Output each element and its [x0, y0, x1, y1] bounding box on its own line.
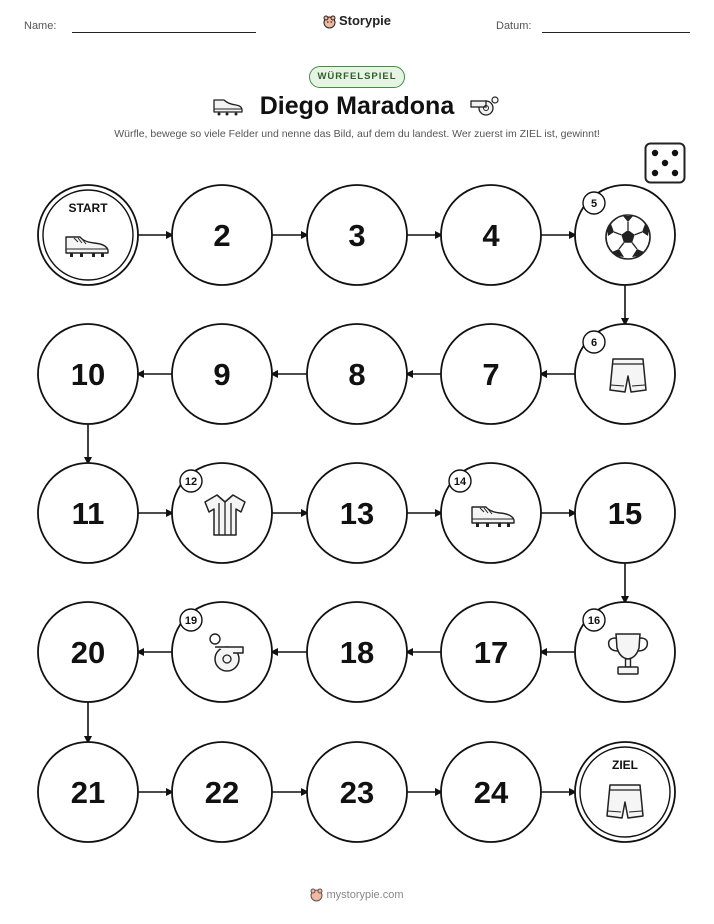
goal-label: ZIEL [612, 758, 638, 772]
footer-url: mystorypie.com [326, 888, 404, 901]
board-field-2[interactable] [172, 185, 272, 285]
field-number: 21 [70, 775, 106, 810]
brand-name: Storypie [338, 13, 391, 28]
instructions: Würfle, bewege so viele Felder und nenne das Bild, auf dem du landest. Wer zuerst im ZIEL ist, gewinnt! [114, 128, 600, 140]
board-field-7[interactable] [441, 324, 541, 424]
game-type-badge: WÜRFELSPIEL [309, 66, 405, 88]
field-number: 13 [339, 496, 375, 531]
field-number: 8 [348, 357, 366, 392]
board-field-3[interactable] [307, 185, 407, 285]
board-field-17[interactable] [441, 602, 541, 702]
board-field-11[interactable] [38, 463, 138, 563]
board-field-12[interactable] [172, 463, 272, 563]
field-number: 4 [482, 218, 500, 253]
start-label: START [68, 201, 108, 215]
field-number: 12 [184, 476, 198, 488]
board-field-19[interactable] [172, 602, 272, 702]
board-field-20[interactable] [38, 602, 138, 702]
field-number: 11 [71, 496, 105, 531]
field-number: 6 [590, 337, 598, 349]
board-field-6[interactable] [575, 324, 675, 424]
footer [0, 888, 714, 902]
field-number: 16 [587, 615, 601, 627]
board-field-9[interactable] [172, 324, 272, 424]
goal-field[interactable] [575, 742, 675, 842]
field-number: 9 [213, 357, 231, 392]
board-field-10[interactable] [38, 324, 138, 424]
field-number: 20 [70, 635, 106, 670]
storypie-logo-icon [310, 888, 323, 902]
board-field-16[interactable] [575, 602, 675, 702]
field-number: 18 [339, 635, 375, 670]
field-number: 5 [590, 198, 598, 210]
start-field[interactable] [38, 185, 138, 285]
board-field-15[interactable] [575, 463, 675, 563]
board-field-24[interactable] [441, 742, 541, 842]
board-field-4[interactable] [441, 185, 541, 285]
field-number: 19 [184, 615, 198, 627]
board-field-18[interactable] [307, 602, 407, 702]
board-field-23[interactable] [307, 742, 407, 842]
field-number: 24 [473, 775, 509, 810]
field-number: 2 [213, 218, 231, 253]
field-number: 10 [70, 357, 106, 392]
field-number: 17 [473, 635, 509, 670]
board-field-22[interactable] [172, 742, 272, 842]
field-number: 15 [607, 496, 643, 531]
field-number: 3 [348, 218, 366, 253]
board-field-5[interactable] [575, 185, 675, 285]
name-label: Name: [24, 20, 57, 32]
soccer-ball-icon [606, 215, 650, 259]
board-field-13[interactable] [307, 463, 407, 563]
date-label: Datum: [496, 20, 532, 32]
field-number: 23 [339, 775, 375, 810]
board-field-14[interactable] [441, 463, 541, 563]
field-number: 7 [482, 357, 500, 392]
field-number: 14 [453, 476, 467, 488]
page-title: Diego Maradona [259, 92, 455, 120]
field-number: 22 [204, 775, 240, 810]
board-field-21[interactable] [38, 742, 138, 842]
board-field-8[interactable] [307, 324, 407, 424]
